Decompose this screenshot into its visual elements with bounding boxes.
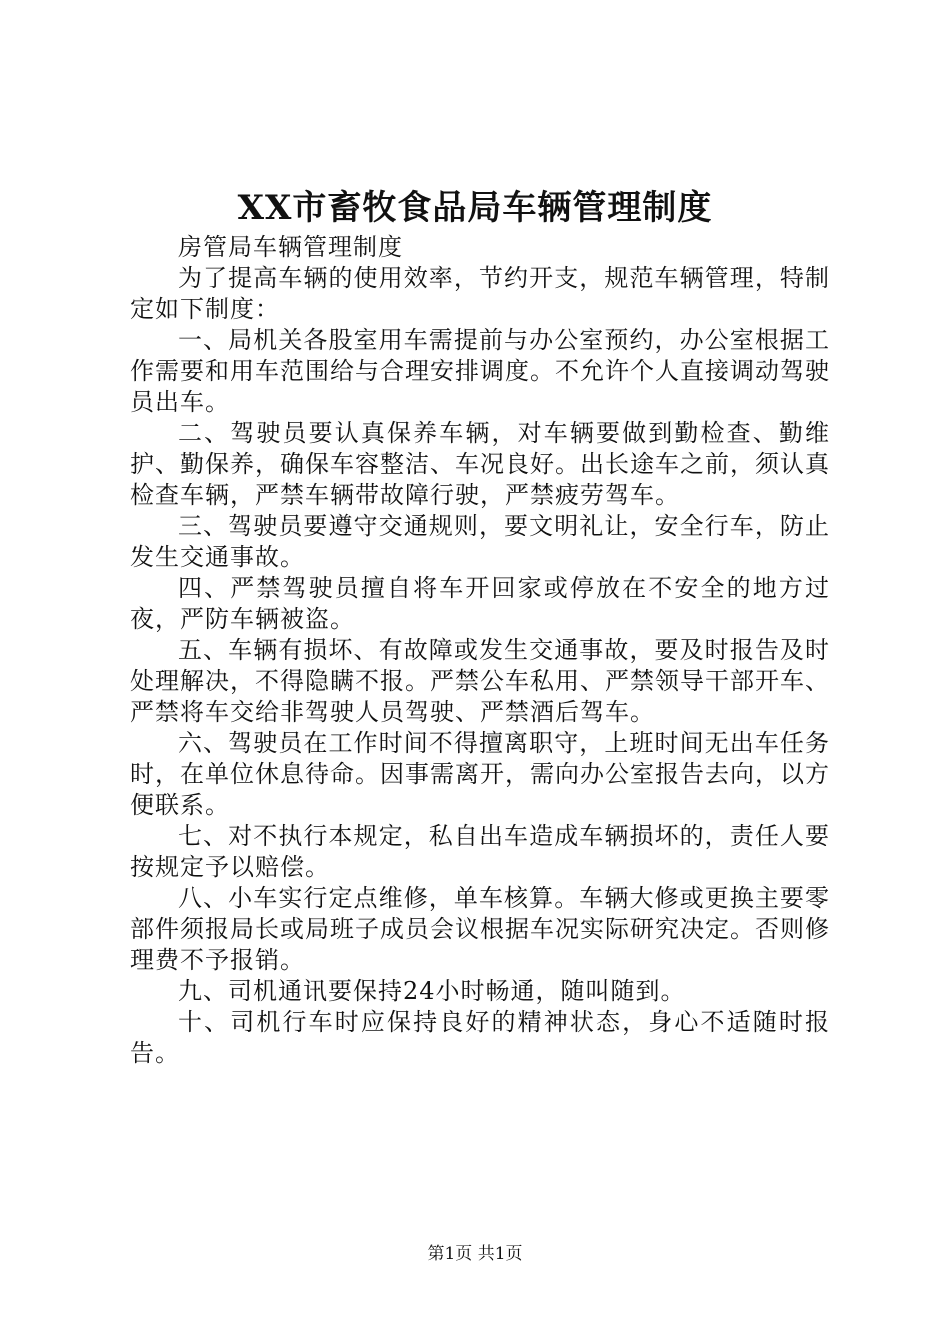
paragraph-rule-7: 七、对不执行本规定，私自出车造成车辆损坏的，责任人要按规定予以赔偿。 xyxy=(130,822,830,881)
paragraph-rule-8: 八、小车实行定点维修，单车核算。车辆大修或更换主要零部件须报局长或局班子成员会议根据车况实际研究决定。否则修理费不予报销。 xyxy=(130,884,830,974)
paragraph-rule-6: 六、驾驶员在工作时间不得擅离职守，上班时间无出车任务时，在单位休息待命。因事需离开，需向办公室报告去向，以方便联系。 xyxy=(130,729,830,819)
paragraph-subtitle: 房管局车辆管理制度 xyxy=(178,233,403,261)
document-body xyxy=(130,232,830,1069)
paragraph-rule-10: 十、司机行车时应保持良好的精神状态，身心不适随时报告。 xyxy=(130,1008,830,1067)
paragraph-rule-9: 九、司机通讯要保持24小时畅通，随叫随到。 xyxy=(178,977,686,1005)
paragraph-rule-3: 三、驾驶员要遵守交通规则，要文明礼让，安全行车，防止发生交通事故。 xyxy=(130,512,830,571)
paragraph-intro: 为了提高车辆的使用效率，节约开支，规范车辆管理，特制定如下制度： xyxy=(130,264,830,323)
paragraph-rule-2: 二、驾驶员要认真保养车辆，对车辆要做到勤检查、勤维护、勤保养，确保车容整洁、车况良好。出长途车之前，须认真检查车辆，严禁车辆带故障行驶，严禁疲劳驾车。 xyxy=(130,419,830,509)
document-title: XX市畜牧食品局车辆管理制度 xyxy=(237,188,713,228)
paragraph-rule-5: 五、车辆有损坏、有故障或发生交通事故，要及时报告及时处理解决，不得隐瞒不报。严禁公车私用、严禁领导干部开车、严禁将车交给非驾驶人员驾驶、严禁酒后驾车。 xyxy=(130,636,830,726)
paragraph-rule-1: 一、局机关各股室用车需提前与办公室预约，办公室根据工作需要和用车范围给与合理安排调度。不允许个人直接调动驾驶员出车。 xyxy=(130,326,830,416)
paragraph-rule-4: 四、严禁驾驶员擅自将车开回家或停放在不安全的地方过夜，严防车辆被盗。 xyxy=(130,574,830,633)
page-footer: 第1页 共1页 xyxy=(427,1244,523,1264)
